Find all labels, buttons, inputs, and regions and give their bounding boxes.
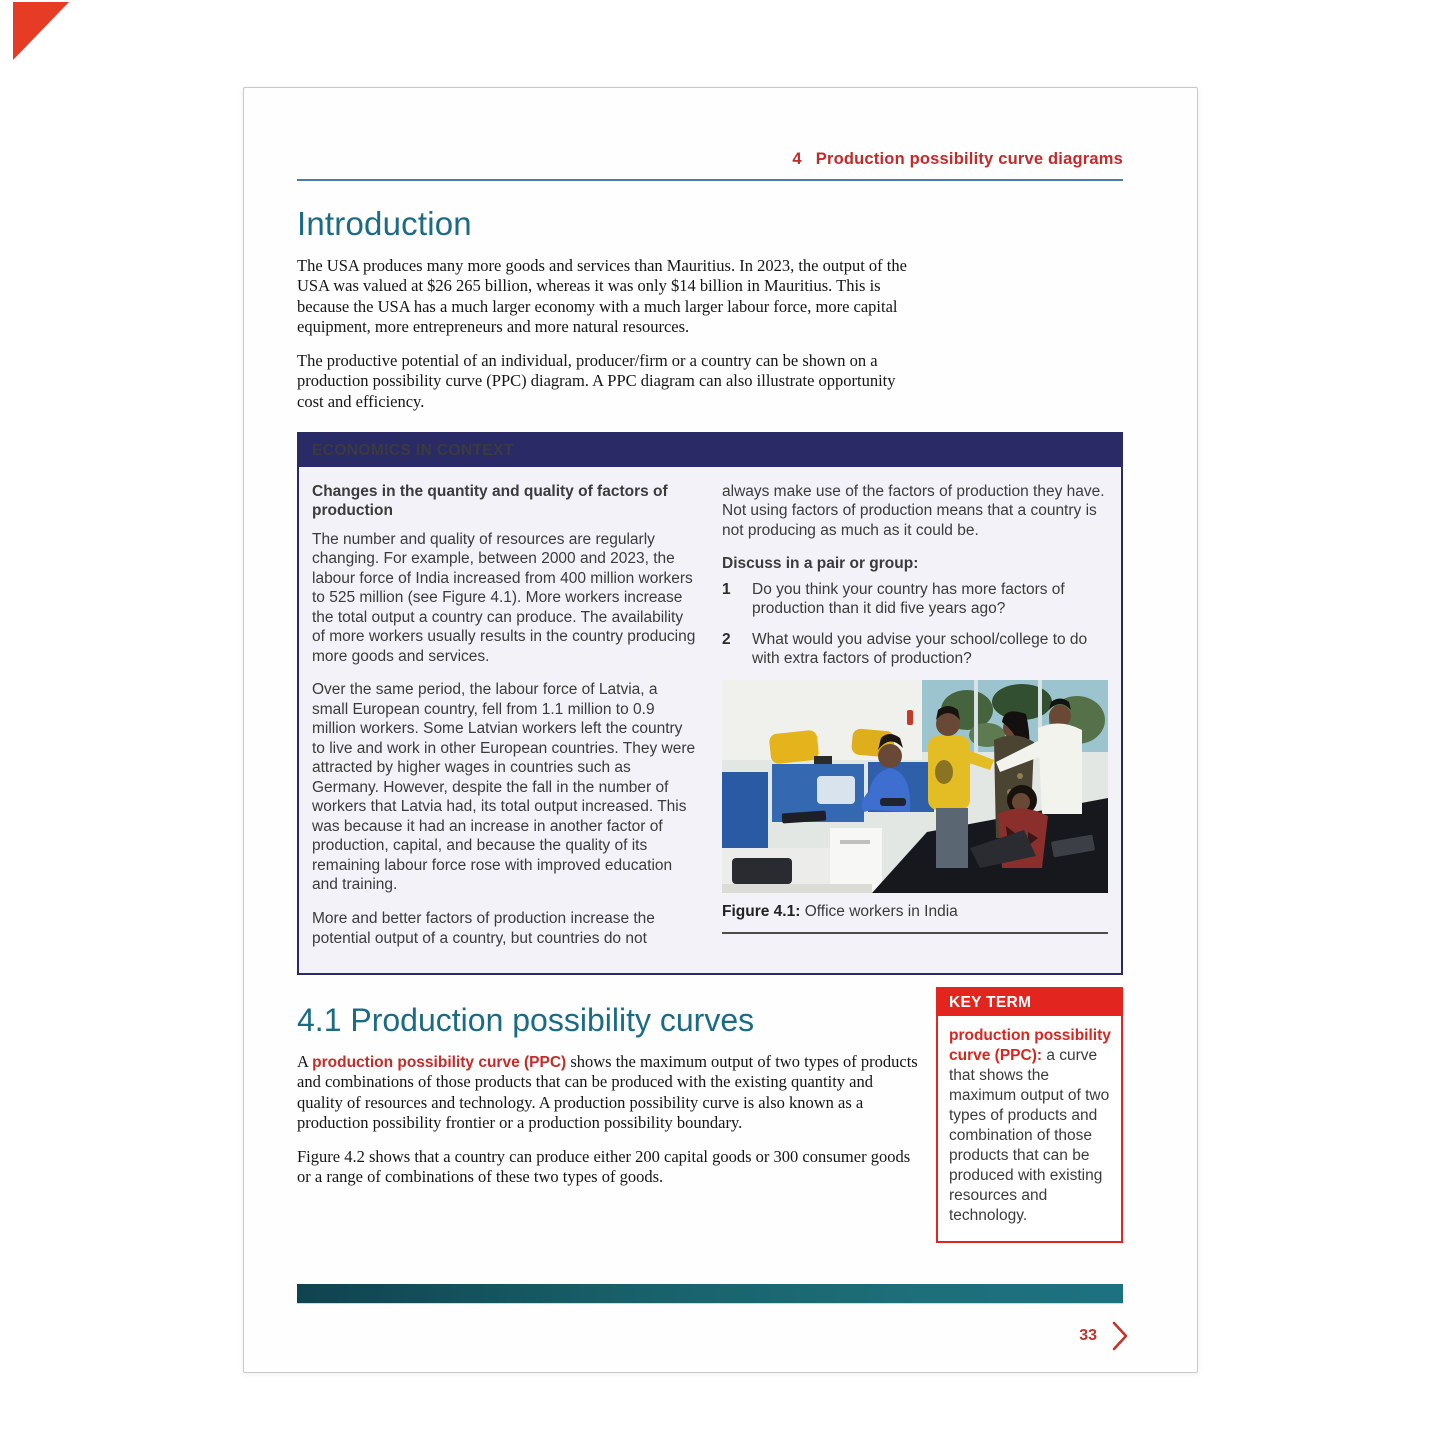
office-photo-illustration	[722, 680, 1108, 893]
header-rule	[297, 179, 1123, 181]
discuss-item-2	[722, 630, 1108, 669]
eic-right-paragraph-1: always make use of the factors of production they have. Not using factors of production means that a country is not producing as much as it could be.	[722, 482, 1105, 539]
eic-left-paragraph-1: The number and quality of resources are regularly changing. For example, between 2000 and 2023, the labour force of India increased from 400 million workers to 525 million (see Figure 4.1). More workers increase the total output a country can produce. The availability of more workers usually results in the country producing more goods and services.	[312, 530, 696, 665]
eic-left-paragraph-3: More and better factors of production increase the potential output of a country, but countries do not	[312, 910, 655, 947]
figure-4-1-caption-text: Office workers in India	[800, 902, 958, 920]
para-rest-text: shows the maximum output of two types of products and combinations of those products that can be produced with the existing quantity and quality of resources and technology. A production possibility curve is also known as a production possibility frontier or a production possibility boundary.	[297, 1052, 918, 1133]
section-4-1-paragraph-1	[297, 1052, 919, 1134]
section-4-1-row	[297, 987, 1123, 1243]
eic-right-column	[722, 482, 1108, 962]
discuss-item-1-number: 1	[722, 580, 731, 598]
economics-in-context-header: ECONOMICS IN CONTEXT	[299, 434, 1121, 467]
figure-4-1-label: Figure 4.1:	[722, 902, 801, 920]
discuss-heading: Discuss in a pair or group:	[722, 555, 919, 573]
key-term-name: production possibility curve (PPC):	[949, 1027, 1111, 1065]
key-term-header: KEY TERM	[938, 989, 1121, 1016]
key-term-box	[936, 987, 1123, 1243]
eic-left-paragraph-2: Over the same period, the labour force of Latvia, a small European country, fell from 1.1 million to 0.9 million workers. Some Latvian workers left the country to live and work in other European countries. They were attracted by higher wages in countries such as Germany. However, despite the fall in the number of workers that Latvia had, its total output increased. This was because it had an increase in another factor of production, capital, and because the quality of its remaining labour force rose with improved education and training.	[312, 681, 696, 894]
economics-in-context-box	[297, 432, 1123, 975]
textbook-page	[243, 87, 1198, 1373]
footer-teal-bar	[297, 1284, 1123, 1303]
figure-4-1-photo	[722, 680, 1108, 893]
chevron-right-icon	[1112, 1320, 1129, 1352]
ppc-term-highlight: production possibility curve (PPC)	[312, 1054, 567, 1072]
page-curl-corner-icon	[13, 2, 69, 60]
para-lead-text: A	[297, 1052, 313, 1072]
key-term-definition: a curve that shows the maximum output of two types of products and combination of those products that can be produced with existing resources and technology.	[949, 1047, 1110, 1224]
page-content	[244, 88, 1197, 1372]
discuss-item-2-number: 2	[722, 630, 731, 648]
section-4-1-paragraph-2: Figure 4.2 shows that a country can produce either 200 capital goods or 300 consumer goods or a range of combinations of these two types of goods.	[297, 1146, 911, 1187]
intro-paragraph-1: The USA produces many more goods and services than Mauritius. In 2023, the output of the USA was valued at $26 265 billion, whereas it was only $14 billion in Mauritius. This is because the USA has a much larger economy with a much larger labour force, more capital equipment, more entrepreneurs and more natural resources.	[297, 256, 907, 337]
chapter-number: 4	[792, 150, 802, 168]
key-term-body	[938, 1016, 1121, 1241]
discuss-item-1	[722, 580, 1108, 619]
page-footer	[1079, 1320, 1129, 1352]
chapter-running-head	[297, 150, 1123, 169]
page-number: 33	[1079, 1327, 1097, 1344]
figure-4-1-caption	[722, 902, 1108, 935]
eic-subheading: Changes in the quantity and quality of factors of production	[312, 482, 668, 520]
discuss-item-2-text: What would you advise your school/college to do with extra factors of production?	[752, 630, 1088, 668]
intro-paragraph-2: The productive potential of an individual, producer/firm or a country can be shown on a production possibility curve (PPC) diagram. A PPC diagram can also illustrate opportunity cost and efficiency.	[297, 350, 896, 411]
section-4-1-heading: 4.1 Production possibility curves	[297, 1002, 755, 1039]
section-4-1-column	[297, 987, 919, 1243]
economics-in-context-body	[299, 467, 1121, 973]
discuss-item-1-text: Do you think your country has more factors of production than it did five years ago?	[752, 580, 1065, 618]
chapter-title: Production possibility curve diagrams	[815, 150, 1123, 168]
intro-heading: Introduction	[297, 205, 472, 242]
eic-left-column	[312, 482, 696, 962]
